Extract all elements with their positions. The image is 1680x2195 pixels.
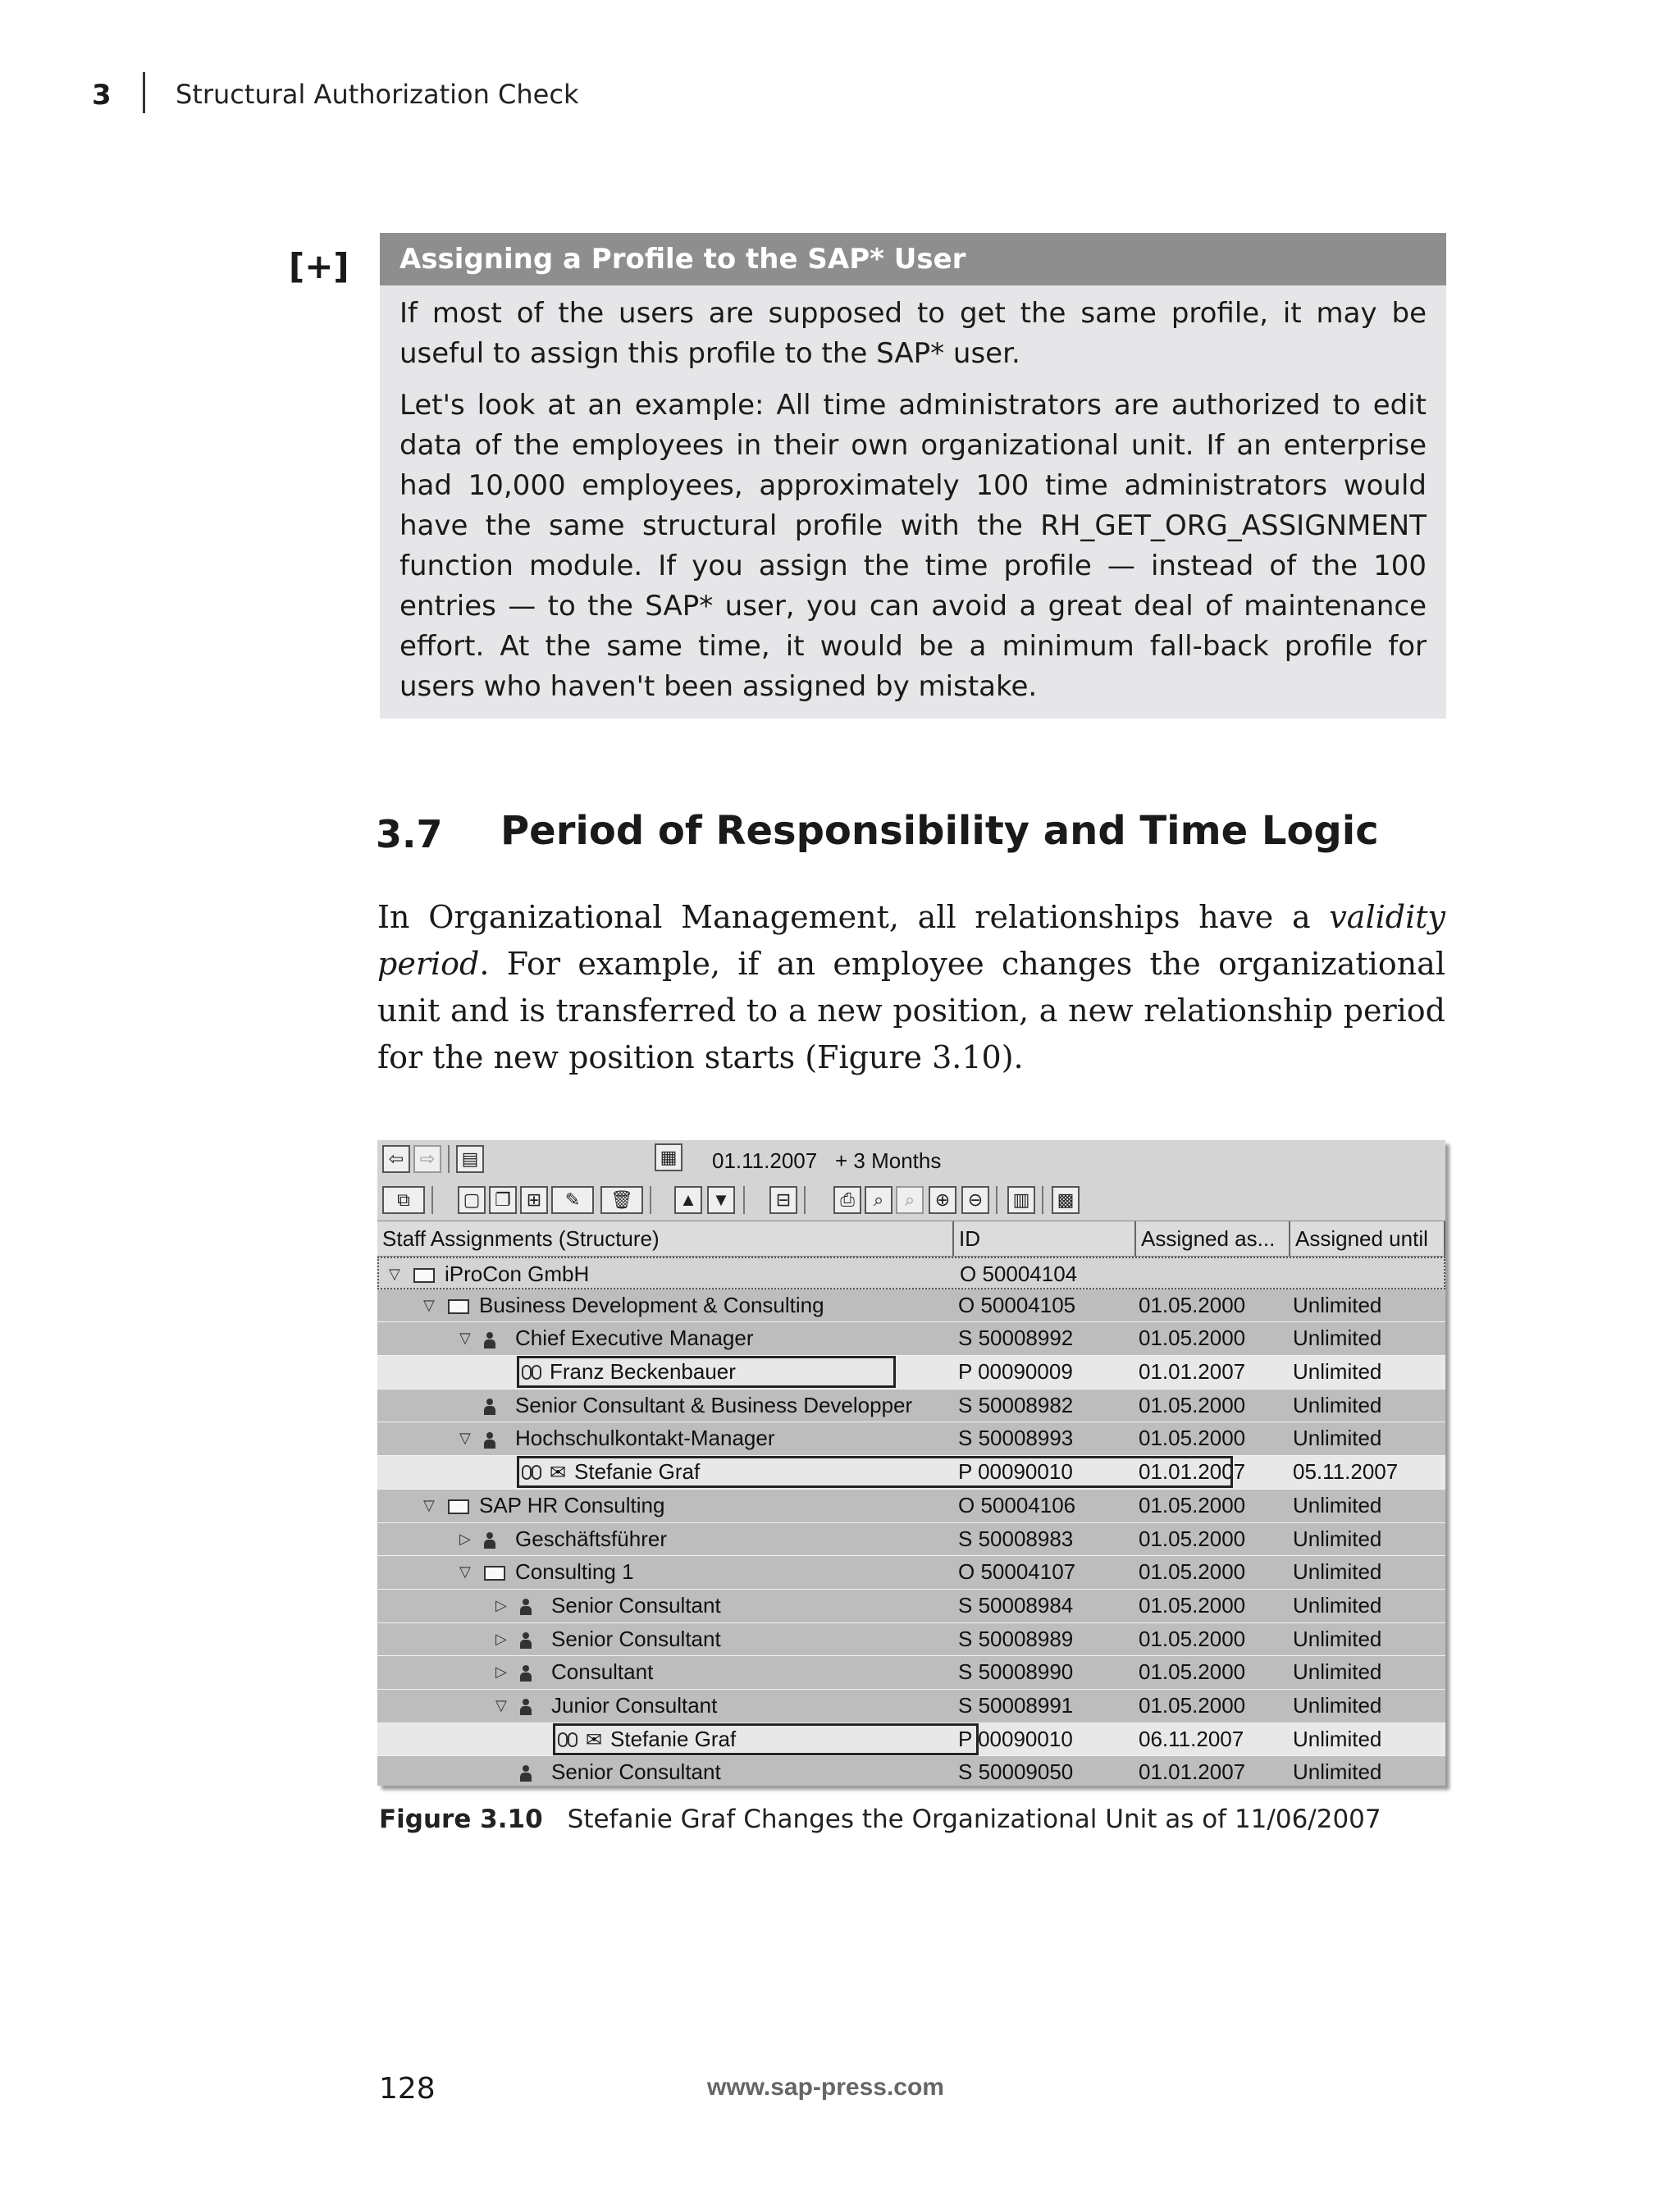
figure-label: Figure 3.10 [379,1805,543,1834]
tree-row[interactable] [377,1590,1445,1623]
org-unit-icon [448,1490,469,1522]
expand-node-icon[interactable]: ▷ [495,1663,507,1681]
collapse-node-icon[interactable]: ▽ [459,1430,471,1447]
assigned-as: 01.01.2007 [1139,1359,1246,1385]
change-icon[interactable]: ✎ [551,1186,594,1214]
running-title: Structural Authorization Check [176,79,579,110]
chapter-number: 3 [92,79,112,112]
position-icon [484,1422,495,1455]
node-id: S 50008991 [958,1692,1074,1718]
assigned-as: 01.05.2000 [1139,1292,1246,1317]
column-header-id[interactable]: ID [954,1221,1136,1256]
toolbar-separator [1042,1186,1043,1214]
column-header-row [377,1221,1445,1257]
figure-caption-text: Stefanie Graf Changes the Organizational Unit as of 11/06/2007 [567,1805,1381,1834]
toolbar-separator [743,1186,745,1214]
assigned-as: 01.05.2000 [1139,1592,1246,1618]
node-name[interactable]: SAP HR Consulting [479,1492,665,1517]
tree-row[interactable] [377,1656,1445,1690]
node-name[interactable]: Consulting 1 [515,1559,634,1585]
assigned-as: 01.01.2007 [1139,1459,1246,1485]
org-unit-icon [413,1258,435,1291]
tree-row[interactable] [377,1257,1445,1289]
assigned-until: Unlimited [1293,1359,1382,1385]
assigned-until: Unlimited [1293,1726,1382,1751]
collapse-node-icon[interactable]: ▽ [423,1496,435,1513]
list-view-icon[interactable]: ▤ [456,1145,484,1173]
org-unit-icon [448,1289,469,1322]
structure-icon[interactable]: ⊟ [769,1186,797,1214]
person-icon: ✉ [556,1723,602,1757]
node-id: P 00090010 [958,1726,1073,1751]
collapse-node-icon[interactable]: ▽ [495,1696,507,1714]
tip-box [380,233,1446,719]
tree-row[interactable] [377,1690,1445,1723]
position-icon [484,1322,495,1355]
evaluation-period: + 3 Months [835,1148,942,1173]
tip-paragraph-2: Let's look at an example: All time administrators are authorized to edit data of the employees in their own organizational unit. If an enterprise had 10,000 employees, approximately 100 time administrators would have the same structural profile with the RH_GET_ORG_ASSIGNMENT function module. If you assign the time profile — instead of the 100 entries — to the SAP* user, you can avoid a great deal of maintenance effort. At the same time, it would be a minimum fall-back profile for users who haven't been assigned by mistake. [399,389,1427,703]
assigned-until: Unlimited [1293,1392,1382,1417]
find-next-icon[interactable]: ⌕ [896,1186,924,1214]
position-icon [484,1523,495,1556]
node-name[interactable]: Junior Consultant [551,1692,718,1718]
page-number: 128 [379,2072,436,2106]
sap-staff-assignments-screen [377,1140,1445,1786]
assigned-until: Unlimited [1293,1759,1382,1785]
figure-caption [379,1805,1381,1834]
position-icon [484,1390,495,1422]
tree-row[interactable] [377,1556,1445,1590]
node-id: S 50008989 [958,1626,1074,1651]
node-id: S 50009050 [958,1759,1074,1785]
highlight-frame [553,1723,979,1755]
node-id: P 00090009 [958,1359,1073,1385]
toolbar-separator [431,1186,433,1214]
toolbar-separator [996,1186,998,1214]
assigned-until: Unlimited [1293,1559,1382,1585]
tree-row[interactable] [377,1490,1445,1523]
node-name[interactable]: Chief Executive Manager [515,1326,754,1351]
node-id: S 50008983 [958,1526,1074,1551]
assigned-until: Unlimited [1293,1292,1382,1317]
assigned-until: Unlimited [1293,1659,1382,1685]
tree-row[interactable] [377,1322,1445,1356]
tree-row[interactable] [377,1723,1445,1757]
assigned-as: 01.05.2000 [1139,1392,1246,1417]
highlight-frame [517,1456,1233,1488]
tree-row[interactable] [377,1523,1445,1557]
column-header-structure[interactable]: Staff Assignments (Structure) [377,1221,954,1256]
key-date: 01.11.2007 [712,1148,818,1173]
assigned-as: 01.05.2000 [1139,1492,1246,1517]
position-icon [520,1623,532,1656]
assigned-as: 01.05.2000 [1139,1326,1246,1351]
tree-row[interactable] [377,1422,1445,1456]
position-icon [520,1756,532,1786]
person-icon: ✉ [520,1456,566,1490]
emphasis-validity-period: validity period [377,899,1445,982]
collapse-node-icon[interactable]: ▽ [459,1563,471,1581]
expand-node-icon[interactable]: ▷ [459,1530,471,1547]
section-title: Period of Responsibility and Time Logic [500,808,1379,854]
toolbar-separator [650,1186,651,1214]
node-name[interactable]: Hochschulkontakt-Manager [515,1426,775,1451]
org-unit-icon [484,1556,505,1589]
tip-heading: Assigning a Profile to the SAP* User [380,233,1446,285]
find-icon[interactable]: ⌕ [865,1186,892,1214]
assigned-as: 06.11.2007 [1139,1726,1244,1751]
tree-row[interactable] [377,1356,1445,1390]
node-name[interactable]: Geschäftsführer [515,1526,667,1551]
assigned-until: Unlimited [1293,1492,1382,1517]
node-id: S 50008982 [958,1392,1074,1417]
column-header-assigned-until[interactable]: Assigned until [1290,1221,1445,1256]
assigned-as: 01.05.2000 [1139,1426,1246,1451]
tree-row[interactable] [377,1289,1445,1323]
copy-icon[interactable]: ❐ [489,1186,517,1214]
expand-node-icon[interactable]: ▷ [495,1596,507,1613]
node-name[interactable]: Senior Consultant [551,1759,721,1785]
tip-marker: [+] [289,246,349,286]
columns-icon[interactable]: ▥ [1007,1186,1035,1214]
assigned-as: 01.05.2000 [1139,1526,1246,1551]
move-up-icon[interactable]: ▲ [674,1186,702,1214]
expand-icon[interactable]: ⊕ [929,1186,956,1214]
toolbar-separator [804,1186,806,1214]
assigned-until: 05.11.2007 [1293,1459,1399,1485]
collapse-node-icon[interactable]: ▽ [389,1266,400,1282]
footer-website: www.sap-press.com [707,2074,944,2101]
back-arrow-icon[interactable]: ⇦ [382,1145,410,1173]
assigned-as: 01.05.2000 [1139,1626,1246,1651]
tree-row[interactable] [377,1390,1445,1423]
forward-arrow-icon[interactable]: ⇨ [413,1145,441,1173]
position-icon [520,1656,532,1689]
assign-icon[interactable]: ⊞ [520,1186,548,1214]
header-divider [143,72,145,113]
node-id: S 50008993 [958,1426,1074,1451]
toolbar-top [377,1140,1445,1180]
create-icon[interactable]: ▢ [458,1186,486,1214]
node-name[interactable]: Stefanie Graf [610,1726,737,1751]
assigned-until: Unlimited [1293,1692,1382,1718]
node-id: S 50008990 [958,1659,1074,1685]
assigned-as: 01.01.2007 [1139,1759,1246,1785]
body-paragraph: In Organizational Management, all relationships have a validity period. For example, if an employee changes the organizational unit and is transferred to a new position, a new relationship period for the new position starts (Figure 3.10). [377,899,1445,1075]
assigned-until: Unlimited [1293,1326,1382,1351]
node-name[interactable]: Stefanie Graf [574,1459,701,1485]
node-name[interactable]: Senior Consultant & Business Developper [515,1392,913,1417]
position-icon [520,1690,532,1723]
print-icon[interactable]: ⎙ [833,1186,861,1214]
expand-node-icon[interactable]: ▷ [495,1630,507,1647]
assigned-until: Unlimited [1293,1426,1382,1451]
assigned-until: Unlimited [1293,1626,1382,1651]
collapse-node-icon[interactable]: ▽ [459,1330,471,1347]
node-name[interactable]: Senior Consultant [551,1592,721,1618]
node-id: O 50004105 [958,1292,1076,1317]
tree-rows [377,1257,1445,1786]
tree-row[interactable] [377,1756,1445,1786]
calendar-icon[interactable]: ▦ [655,1143,682,1171]
node-id: O 50004107 [958,1559,1076,1585]
assigned-as: 01.05.2000 [1139,1692,1246,1718]
assigned-as: 01.05.2000 [1139,1559,1246,1585]
node-name[interactable]: Franz Beckenbauer [550,1359,736,1385]
node-id: O 50004104 [960,1262,1078,1286]
node-name[interactable]: Business Development & Consulting [479,1292,824,1317]
tip-paragraph-1: If most of the users are supposed to get the same profile, it may be useful to assign this profile to the SAP* user. [399,297,1427,370]
column-header-assigned-as[interactable]: Assigned as... [1136,1221,1290,1256]
node-name[interactable]: Senior Consultant [551,1626,721,1651]
toolbar-separator [448,1145,450,1173]
collapse-icon[interactable]: ⊖ [961,1186,989,1214]
staff-assignments-tree [377,1221,1445,1786]
highlight-frame [517,1356,896,1388]
node-id: P 00090010 [958,1459,1073,1485]
collapse-node-icon[interactable]: ▽ [423,1296,435,1313]
settings-icon[interactable]: ▩ [1052,1186,1080,1214]
node-id: S 50008984 [958,1592,1074,1618]
toolbar-actions [377,1180,1445,1221]
node-name[interactable]: iProCon GmbH [445,1262,590,1286]
node-name[interactable]: Consultant [551,1659,654,1685]
assigned-until: Unlimited [1293,1592,1382,1618]
assigned-as: 01.05.2000 [1139,1659,1246,1685]
assigned-until: Unlimited [1293,1526,1382,1551]
object-selection-icon[interactable]: ⧉ [382,1186,425,1214]
tree-row[interactable] [377,1456,1445,1490]
move-down-icon[interactable]: ▼ [707,1186,735,1214]
delete-icon[interactable]: 🗑 [600,1186,643,1214]
node-id: S 50008992 [958,1326,1074,1351]
node-id: O 50004106 [958,1492,1076,1517]
position-icon [520,1590,532,1622]
tree-row[interactable] [377,1623,1445,1657]
section-number: 3.7 [376,812,443,856]
